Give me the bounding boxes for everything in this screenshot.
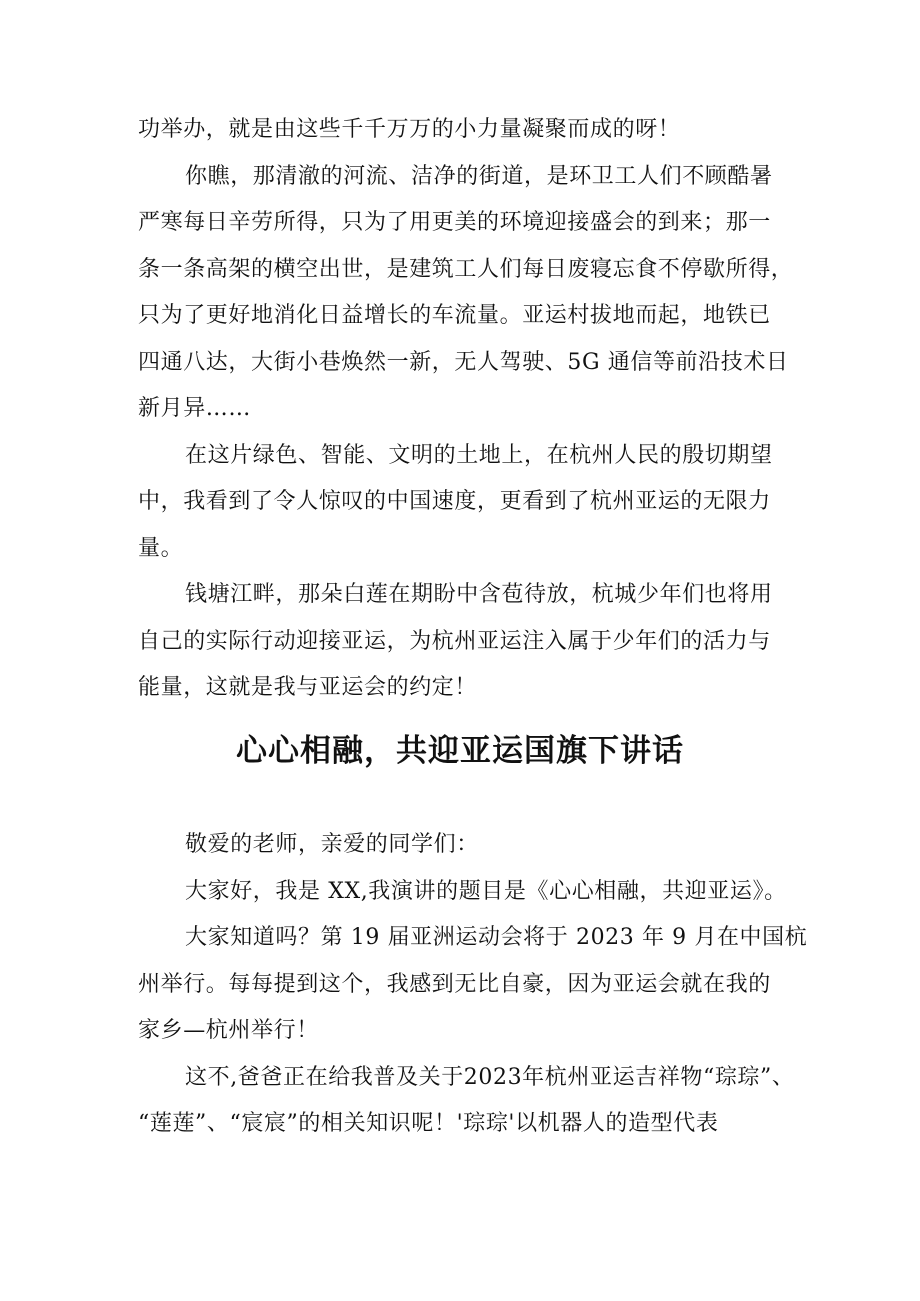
text-line: 条一条高架的横空出世，是建筑工人们每日废寝忘食不停歇所得， (138, 256, 794, 282)
essay-continuation (138, 107, 798, 712)
text-line: 新月异…… (138, 396, 252, 421)
text-line: 四通八达，大街小巷焕然一新，无人驾驶、5G 通信等前沿技术日 (138, 349, 789, 375)
paragraph-start-line: 大家好，我是 XX,我演讲的题目是《心心相融，共迎亚运》。 (185, 878, 787, 904)
salutation-line: 敬爱的老师，亲爱的同学们： (185, 832, 479, 857)
text-line: 家乡—杭州举行！ (138, 1018, 319, 1043)
paragraph-start-line: 在这片绿色、智能、文明的土地上，在杭州人民的殷切期望 (185, 442, 773, 468)
text-line: “莲莲”、“宸宸”的相关知识呢！'琮琮'以机器人的造型代表 (138, 1111, 719, 1136)
paragraph-start-line: 这不,爸爸正在给我普及关于2023年杭州亚运吉祥物“琮琮”、 (185, 1064, 795, 1090)
text-line: 中，我看到了令人惊叹的中国速度，更看到了杭州亚运的无限力 (138, 489, 771, 514)
text-line: 严寒每日辛劳所得，只为了用更美的环境迎接盛会的到来；那一 (138, 210, 771, 235)
text-line: 功举办，就是由这些千千万万的小力量凝聚而成的呀！ (138, 117, 681, 142)
text-line: 自己的实际行动迎接亚运，为杭州亚运注入属于少年们的活力与 (138, 628, 771, 654)
paragraph-start-line: 大家知道吗？第 19 届亚洲运动会将于 2023 年 9 月在中国杭 (185, 925, 808, 950)
paragraph-start-line: 钱塘江畔，那朵白莲在期盼中含苞待放，杭城少年们也将用 (185, 582, 773, 607)
speech-title: 心心相融，共迎亚运国旗下讲话 (236, 733, 684, 769)
text-line: 能量，这就是我与亚运会的约定！ (138, 675, 478, 700)
speech-body (138, 822, 808, 1148)
text-line: 量。 (138, 535, 184, 561)
text-line: 州举行。每每提到这个，我感到无比自豪，因为亚运会就在我的 (138, 971, 771, 997)
text-line: 只为了更好地消化日益增长的车流量。亚运村拔地而起，地铁已 (138, 303, 771, 328)
paragraph-start-line: 你瞧，那清澈的河流、洁净的街道，是环卫工人们不顾酷暑 (185, 163, 773, 189)
